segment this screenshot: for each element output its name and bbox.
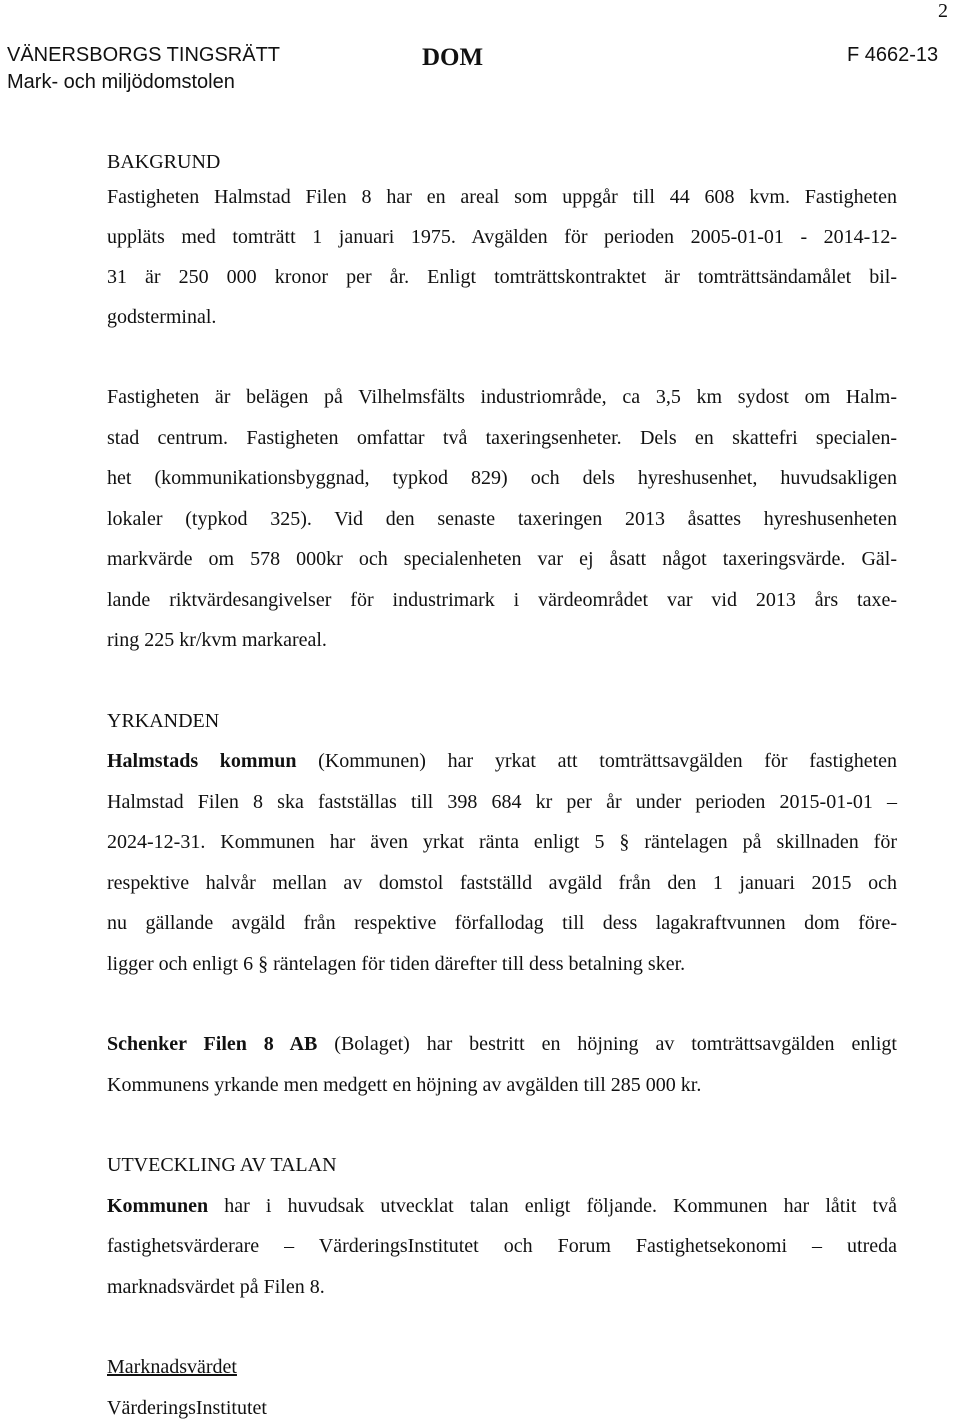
text-line: markvärde om 578 000kr och specialenheten var ej åsatt något taxeringsvärde. Gäl- — [107, 539, 897, 580]
text-line: 2024-12-31. Kommunen har även yrkat ränta enligt 5 § räntelagen på skillnaden för — [107, 822, 897, 863]
heading-bakgrund: BAKGRUND — [107, 147, 897, 177]
text-line: stad centrum. Fastigheten omfattar två taxeringsenheter. Dels en skattefri specialen- — [107, 418, 897, 459]
text-line: nu gällande avgäld från respektive förfallodag till dess lagakraftvunnen dom före- — [107, 903, 897, 944]
text-line: 31 är 250 000 kronor per år. Enligt tomträttskontraktet är tomträttsändamålet bil- — [107, 257, 897, 297]
text-line: uppläts med tomträtt 1 januari 1975. Avgälden för perioden 2005-01-01 - 2014-12- — [107, 217, 897, 257]
text-line: Schenker Filen 8 AB (Bolaget) har bestritt en höjning av tomträttsavgälden enligt — [107, 1024, 897, 1065]
page-number: 2 — [938, 0, 948, 22]
text-line: Fastigheten Halmstad Filen 8 har en areal som uppgår till 44 608 kvm. Fastigheten — [107, 177, 897, 217]
paragraph-bolaget — [107, 1024, 897, 1105]
text-line: Kommunens yrkande men medgett en höjning av avgälden till 285 000 kr. — [107, 1065, 897, 1106]
heading-utveckling: UTVECKLING AV TALAN — [107, 1145, 897, 1186]
heading-marknadsvardet: Marknadsvärdet — [107, 1347, 897, 1388]
text-line: Halmstad Filen 8 ska fastställas till 398 684 kr per år under perioden 2015-01-01 – — [107, 782, 897, 823]
document-type: DOM — [422, 43, 483, 73]
text-line: marknadsvärdet på Filen 8. — [107, 1267, 897, 1308]
section-utveckling — [107, 1145, 897, 1307]
text-line: Halmstads kommun (Kommunen) har yrkat att tomträttsavgälden för fastigheten — [107, 741, 897, 782]
text-line: het (kommunikationsbyggnad, typkod 829) och dels hyreshusenhet, huvudsakligen — [107, 458, 897, 499]
case-number: F 4662-13 — [847, 43, 938, 67]
court-division: Mark- och miljödomstolen — [7, 70, 235, 94]
text-line: Fastigheten är belägen på Vilhelmsfälts industriområde, ca 3,5 km sydost om Halm- — [107, 377, 897, 418]
court-name: VÄNERSBORGS TINGSRÄTT — [7, 43, 280, 67]
section-yrkanden — [107, 701, 897, 985]
text-line: lokaler (typkod 325). Vid den senaste taxeringen 2013 åsattes hyreshusenheten — [107, 499, 897, 540]
text-line: respektive halvår mellan av domstol fastställd avgäld från den 1 januari 2015 och — [107, 863, 897, 904]
party-bolaget: Schenker Filen 8 AB — [107, 1033, 317, 1055]
text-line: fastighetsvärderare – VärderingsInstitutet och Forum Fastighetsekonomi – utreda — [107, 1226, 897, 1267]
text-line: lande riktvärdesangivelser för industrimark i värdeområdet var vid 2013 års taxe- — [107, 580, 897, 621]
subheading-varderingsinstitutet: VärderingsInstitutet — [107, 1388, 897, 1428]
paragraph-bakgrund-2 — [107, 377, 897, 661]
text-line: godsterminal. — [107, 297, 897, 337]
text-line: Kommunen har i huvudsak utvecklat talan enligt följande. Kommunen har låtit två — [107, 1186, 897, 1227]
paragraph-bakgrund-1 — [107, 177, 897, 337]
document-body — [107, 147, 897, 1428]
party-kommunen-2: Kommunen — [107, 1195, 208, 1217]
text-line: ligger och enligt 6 § räntelagen för tiden därefter till dess betalning sker. — [107, 944, 897, 985]
heading-yrkanden: YRKANDEN — [107, 701, 897, 742]
party-kommunen: Halmstads kommun — [107, 750, 297, 772]
text-line: ring 225 kr/kvm markareal. — [107, 620, 897, 661]
section-marknadsvardet — [107, 1347, 897, 1428]
